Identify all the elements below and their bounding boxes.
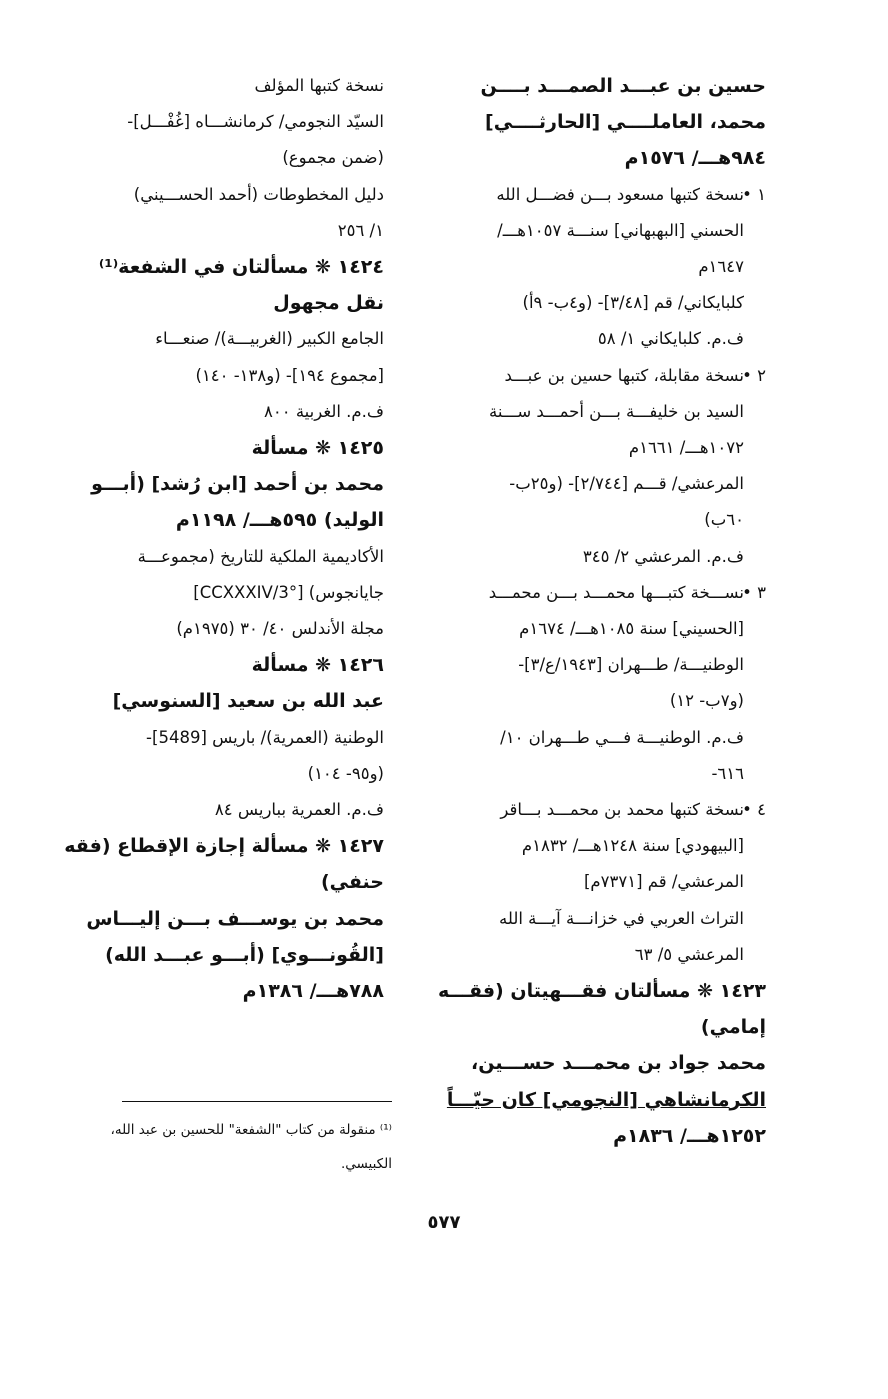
line-text: ١٦٤٧م bbox=[698, 257, 744, 277]
item-number: ٣ • bbox=[742, 582, 766, 602]
line-text: ف.م. الوطنيـــة فـــي طـــهران ١٠/ bbox=[500, 727, 744, 747]
line-text: الحسني [البهبهاني] سنـــة ١٠٥٧هـــ/ bbox=[497, 220, 744, 240]
line-text: (و٩٥- ١٠٤) bbox=[307, 763, 384, 783]
entry-heading-line bbox=[470, 68, 766, 104]
line-text: محمد، العاملــــي [الحارثــــي] bbox=[485, 111, 766, 134]
line-text: كلبايكاني/ قم [٣/٤٨]- (و٤ب- ٩أ) bbox=[522, 293, 744, 313]
line-text: الجامع الكبير (الغربيـــة)/ صنعـــاء bbox=[155, 329, 384, 349]
entry-heading-line bbox=[84, 466, 384, 502]
entry-heading-line bbox=[470, 140, 766, 176]
entry-line bbox=[470, 249, 766, 285]
line-text: الوطنيـــة/ طـــهران [١٩٤٣/ع/٣]- bbox=[518, 655, 744, 675]
line-text: محمد جواد بن محمـــد حســـين، bbox=[471, 1052, 766, 1075]
line-text: حنفي) bbox=[320, 871, 384, 894]
entry-line bbox=[84, 140, 384, 176]
entry-line bbox=[470, 502, 766, 538]
line-text: ١٤٢٣ ❋ مسألتان فقـــهيتان (فقـــه bbox=[437, 980, 766, 1003]
entry-heading-line bbox=[84, 647, 384, 683]
line-text: نسخة كتبها المؤلف bbox=[254, 76, 384, 95]
entry-line bbox=[470, 828, 766, 864]
entry-line bbox=[84, 720, 384, 756]
line-text: ٦٠ب) bbox=[704, 510, 744, 530]
entry-line bbox=[84, 756, 384, 792]
entry-heading-line bbox=[470, 1009, 766, 1045]
left-column bbox=[64, 68, 384, 1009]
line-text: نسخة كتبها مسعود بـــن فضـــل الله bbox=[496, 184, 744, 204]
line-text: الأكاديمية الملكية للتاريخ (مجموعـــة bbox=[137, 546, 384, 566]
entry-line bbox=[470, 720, 766, 756]
entry-line bbox=[84, 321, 384, 357]
entry-line bbox=[470, 285, 766, 321]
line-text: المرعشي/ قم [٧٣٧١م] bbox=[583, 872, 744, 892]
line-text: السيد بن خليفـــة بـــن أحمـــد ســـنة bbox=[489, 401, 744, 421]
entry-line bbox=[84, 177, 384, 213]
line-text: [الحسيني] سنة ١٠٨٥هـــ/ ١٦٧٤م bbox=[519, 619, 744, 639]
line-text: [البيهودي] سنة ١٢٤٨هـــ/ ١٨٣٢م bbox=[521, 836, 744, 856]
entry-line bbox=[470, 683, 766, 719]
line-text: عبد الله بن سعيد [السنوسي] bbox=[112, 690, 384, 713]
line-text: ٩٨٤هـــ/ ١٥٧٦م bbox=[624, 147, 766, 170]
line-text: ف.م. المرعشي ٢/ ٣٤٥ bbox=[582, 546, 744, 566]
line-text: [مجموع ١٩٤]- (و١٣٨- ١٤٠) bbox=[195, 365, 384, 385]
line-text: ١٤٢٧ ❋ مسألة إجازة الإقطاع (فقه bbox=[64, 835, 384, 858]
line-text: ٦١٦- bbox=[711, 763, 744, 783]
right-column bbox=[437, 68, 766, 1154]
line-text: نسخة مقابلة، كتبها حسين بن عبـــد bbox=[504, 365, 744, 385]
entry-heading-line bbox=[84, 285, 384, 321]
line-text: نسخة كتبها محمد بن محمـــد بـــاقر bbox=[500, 800, 744, 820]
entry-heading-line bbox=[84, 502, 384, 538]
entry-line bbox=[470, 792, 766, 828]
line-text: الوطنية (العمرية)/ باريس [5489]- bbox=[146, 727, 384, 747]
entry-heading-line bbox=[470, 104, 766, 140]
line-text: دليل المخطوطات (أحمد الحســـيني) bbox=[133, 184, 384, 204]
line-text: [القُونـــوي] (أبـــو عبـــد الله) bbox=[105, 943, 384, 966]
line-text: ١٢٥٢هـــ/ ١٨٣٦م bbox=[613, 1124, 766, 1147]
entry-heading-line bbox=[84, 249, 384, 285]
entry-line bbox=[470, 394, 766, 430]
entry-heading-line bbox=[446, 1082, 766, 1118]
entry-heading-line bbox=[64, 828, 384, 864]
entry-line bbox=[84, 104, 384, 140]
line-text: الوليد) ٥٩٥هـــ/ ١١٩٨م bbox=[175, 509, 384, 532]
line-text: جايانجوس) [CCXXXIV/3°] bbox=[193, 582, 384, 602]
item-number: ٤ • bbox=[742, 800, 766, 820]
entry-line bbox=[470, 575, 766, 611]
entry-line bbox=[470, 430, 766, 466]
line-text: نقل مجهول bbox=[273, 292, 384, 315]
page-number: ٥٧٧ bbox=[427, 1212, 461, 1233]
entry-line bbox=[84, 539, 384, 575]
entry-heading-line bbox=[84, 973, 384, 1009]
line-text: نســـخة كتبـــها محمـــد بـــن محمـــد bbox=[488, 582, 744, 602]
line-text: ١٠٧٢هـــ/ ١٦٦١م bbox=[628, 438, 744, 458]
line-text: حسين بن عبـــد الصمـــد بــــن bbox=[480, 75, 766, 97]
entry-line bbox=[84, 68, 384, 104]
entry-heading-line bbox=[84, 430, 384, 466]
entry-line bbox=[470, 177, 766, 213]
item-number: ٢ • bbox=[742, 365, 766, 385]
entry-line bbox=[470, 611, 766, 647]
line-text: إمامي) bbox=[700, 1016, 766, 1039]
entry-line bbox=[470, 756, 766, 792]
line-text: الكرمانشاهي [النجومي] كان حيّـــاً bbox=[446, 1088, 766, 1111]
line-text: السيّد النجومي/ كرمانشـــاه [غُفْـــل]- bbox=[127, 112, 384, 132]
line-text: (ضمن مجموع) bbox=[282, 148, 384, 168]
footnote: ⁽¹⁾ منقولة من كتاب "الشفعة" للحسين بن عبد الله، الكبيسي. bbox=[110, 1122, 392, 1172]
line-text: ١٤٢٥ ❋ مسألة bbox=[251, 437, 384, 460]
entry-line bbox=[470, 466, 766, 502]
entry-heading-line bbox=[84, 683, 384, 719]
entry-line bbox=[470, 358, 766, 394]
entry-heading-line bbox=[470, 1045, 766, 1081]
entry-line bbox=[470, 647, 766, 683]
entry-heading-line bbox=[437, 973, 766, 1009]
line-text: ٧٨٨هـــ/ ١٣٨٦م bbox=[242, 980, 384, 1003]
line-text: المرعشي/ قـــم [٢/٧٤٤]- (و٢٥ب- bbox=[509, 474, 744, 494]
line-text: ف.م. العمرية بباريس ٨٤ bbox=[214, 800, 384, 820]
entry-line bbox=[84, 394, 384, 430]
line-text: ١/ ٢٥٦ bbox=[337, 220, 384, 240]
entry-line bbox=[470, 901, 766, 937]
line-text: ف.م. الغربية ٨٠٠ bbox=[264, 401, 384, 421]
entry-heading-line bbox=[84, 864, 384, 900]
line-text: التراث العربي في خزانـــة آيـــة الله bbox=[499, 908, 744, 928]
entry-line bbox=[470, 864, 766, 900]
entry-line bbox=[470, 321, 766, 357]
entry-line bbox=[470, 937, 766, 973]
line-text: محمد بن يوســـف بـــن إليـــاس bbox=[86, 907, 384, 930]
entry-line bbox=[84, 611, 384, 647]
line-text: ١٤٢٦ ❋ مسألة bbox=[251, 654, 384, 677]
line-text: ١٤٢٤ ❋ مسألتان في الشفعة⁽¹⁾ bbox=[98, 256, 384, 279]
entry-heading-line bbox=[84, 937, 384, 973]
entry-line bbox=[84, 358, 384, 394]
footnote-divider bbox=[122, 1101, 392, 1102]
entry-line bbox=[84, 792, 384, 828]
line-text: المرعشي ٥/ ٦٣ bbox=[634, 944, 744, 964]
entry-line bbox=[84, 575, 384, 611]
entry-line bbox=[84, 213, 384, 249]
line-text: (و٧ب- ١٢) bbox=[669, 691, 744, 711]
entry-line bbox=[470, 213, 766, 249]
line-text: ف.م. كلبايكاني ١/ ٥٨ bbox=[597, 329, 744, 349]
entry-heading-line bbox=[470, 1118, 766, 1154]
line-text: محمد بن أحمد [ابن رُشد] (أبـــو bbox=[91, 473, 384, 496]
item-number: ١ • bbox=[742, 184, 766, 204]
entry-heading-line bbox=[84, 901, 384, 937]
line-text: مجلة الأندلس ٤٠/ ٣٠ (١٩٧٥م) bbox=[176, 619, 384, 639]
entry-line bbox=[470, 539, 766, 575]
